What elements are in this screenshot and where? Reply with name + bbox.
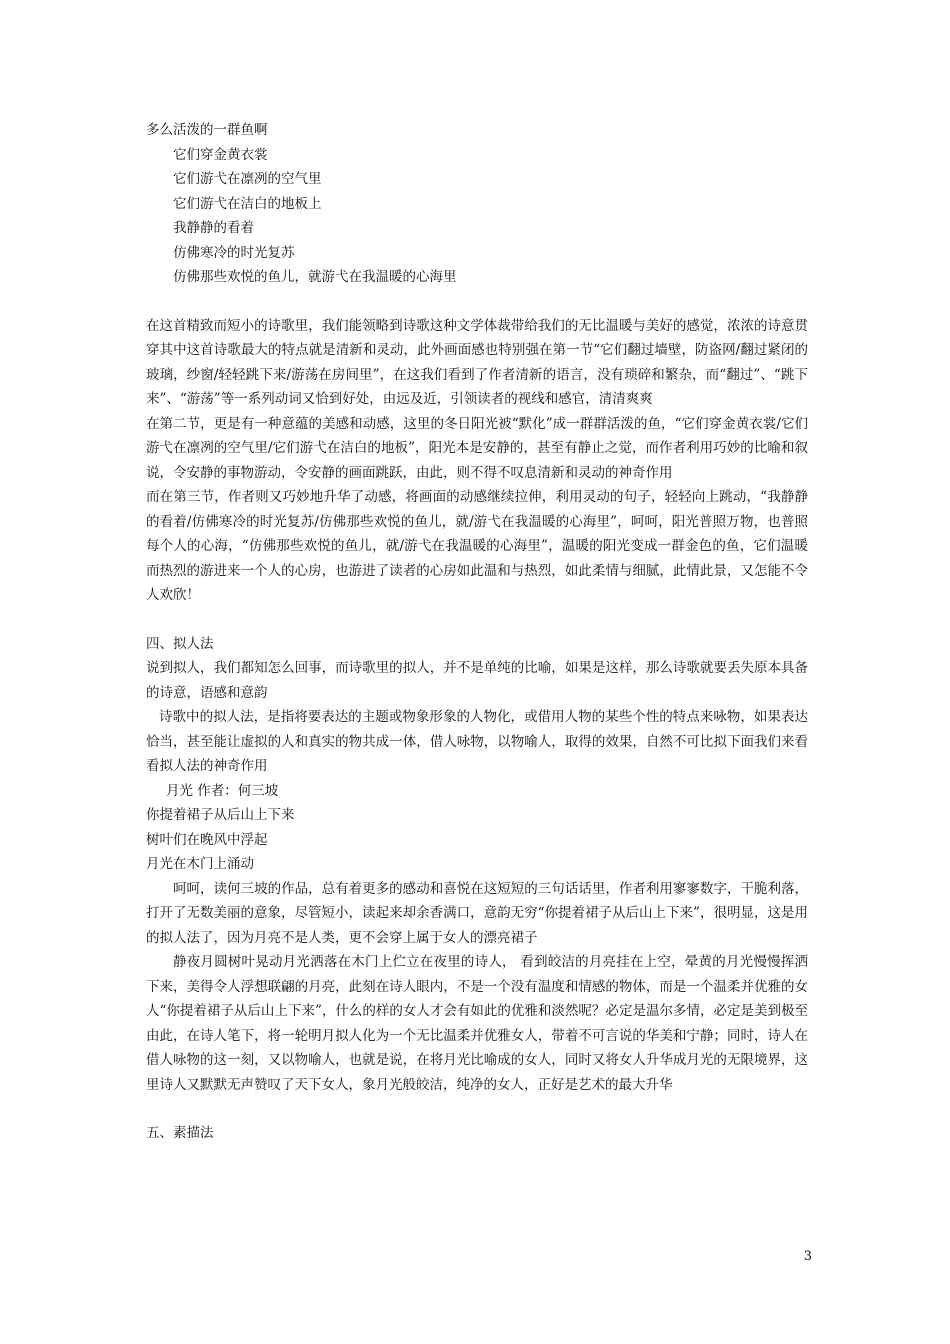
blank-line bbox=[146, 608, 808, 632]
section-heading: 四、拟人法 bbox=[146, 635, 214, 652]
poem-line: 仿佛寒冷的时光复苏 bbox=[173, 244, 295, 261]
poem-line: 多么活泼的一群鱼啊 bbox=[146, 122, 268, 138]
poem-line: 你提着裙子从后山上下来 bbox=[146, 807, 295, 823]
body-paragraph: 诗歌中的拟人法，是指将要表达的主题或物象形象的人物化，或借用人物的某些个性的特点来咏物，如果表达恰当，甚至能让虚拟的人和真实的物共成一体，借人咏物，以物喻人，取得的效果，自然不可比拟下面我们来看看拟人法的神奇作用 bbox=[146, 709, 808, 774]
poem-title: 月光 作者：何三坡 bbox=[166, 782, 279, 799]
page-content bbox=[146, 118, 808, 1146]
body-paragraph: 说到拟人，我们都知怎么回事，而诗歌里的拟人，并不是单纯的比喻，如果是这样，那么诗歌就要丢失原本具备的诗意，语感和意韵 bbox=[146, 660, 808, 701]
poem-line: 它们穿金黄衣裳 bbox=[173, 146, 268, 163]
body-paragraph: 静夜月圆树叶晃动月光洒落在木门上伫立在夜里的诗人， 看到皎洁的月亮挂在上空，晕黄的月光慢慢挥洒下来，美得令人浮想联翩的月亮，此刻在诗人眼内，不是一个没有温度和情感的物体，而是一个温柔并优雅的女人“你提着裙子从后山上下来”，什么的样的女人才会有如此的优雅和淡然呢？必定是温尔多情，必定是美到极至由此，在诗人笔下，将一轮明月拟人化为一个无比温柔并优雅女人，带着不可言说的华美和宁静；同时，诗人在借人咏物的这一刻，又以物喻人，也就是说，在将月光比喻成的女人，同时又将女人升华成月光的无限境界，这里诗人又默默无声赞叹了天下女人，象月光般皎洁，纯净的女人，正好是艺术的最大升华 bbox=[146, 954, 808, 1093]
blank-line bbox=[146, 290, 808, 314]
analysis-paragraph: 在这首精致而短小的诗歌里，我们能领略到诗歌这种文学体裁带给我们的无比温暖与美好的感觉，浓浓的诗意贯穿其中这首诗歌最大的特点就是清新和灵动，此外画面感也特别强在第一节“它们翻过墙壁，防盗网/翻过紧闭的玻璃，纱窗/轻轻跳下来/游荡在房间里”，在这我们看到了作者清新的语言，没有琐碎和繁杂，而“翻过”、“跳下来”、“游荡”等一系列动词又恰到好处，由远及近，引领读者的视线和感官，清清爽爽 bbox=[146, 317, 808, 407]
page-number: 3 bbox=[803, 1249, 812, 1264]
blank-line bbox=[146, 1097, 808, 1121]
analysis-paragraph: 在第二节，更是有一种意蕴的美感和动感，这里的冬日阳光被“默化”成一群群活泼的鱼，“它们穿金黄衣裳/它们游弋在凛冽的空气里/它们游弋在洁白的地板”，阳光本是安静的，甚至有静止之觉，而作者利用巧妙的比喻和叙说，令安静的事物游动，令安静的画面跳跃，由此，则不得不叹息清新和灵动的神奇作用 bbox=[146, 415, 808, 481]
poem-line: 月光在木门上涌动 bbox=[146, 856, 254, 872]
poem-line: 仿佛那些欢悦的鱼儿，就游弋在我温暖的心海里 bbox=[173, 269, 457, 285]
body-paragraph: 呵呵，读何三坡的作品，总有着更多的感动和喜悦在这短短的三句话话里，作者利用寥寥数字，干脆利落，打开了无数美丽的意象，尽管短小，读起来却余香满口，意韵无穷“你提着裙子从后山上下来”，很明显，这是用的拟人法了，因为月亮不是人类，更不会穿上属于女人的漂亮裙子 bbox=[146, 880, 808, 946]
poem-line: 它们游弋在洁白的地板上 bbox=[173, 195, 322, 212]
poem-line: 我静静的看着 bbox=[173, 220, 254, 236]
poem-line: 树叶们在晚风中浮起 bbox=[146, 831, 268, 848]
analysis-paragraph: 而在第三节，作者则又巧妙地升华了动感，将画面的动感继续拉伸，利用灵动的句子，轻轻向上跳动，“我静静的看着/仿佛寒冷的时光复苏/仿佛那些欢悦的鱼儿，就/游弋在我温暖的心海里”，呵呵，阳光普照万物，也普照每个人的心海，“仿佛那些欢悦的鱼儿，就/游弋在我温暖的心海里”，温暖的阳光变成一群金色的鱼，它们温暖而热烈的游进来一个人的心房，也游进了读者的心房如此温和与热烈，如此柔情与细腻，此情此景，又怎能不令人欢欣！ bbox=[146, 489, 808, 603]
poem-line: 它们游弋在凛冽的空气里 bbox=[173, 171, 322, 187]
section-heading: 五、素描法 bbox=[146, 1125, 214, 1141]
